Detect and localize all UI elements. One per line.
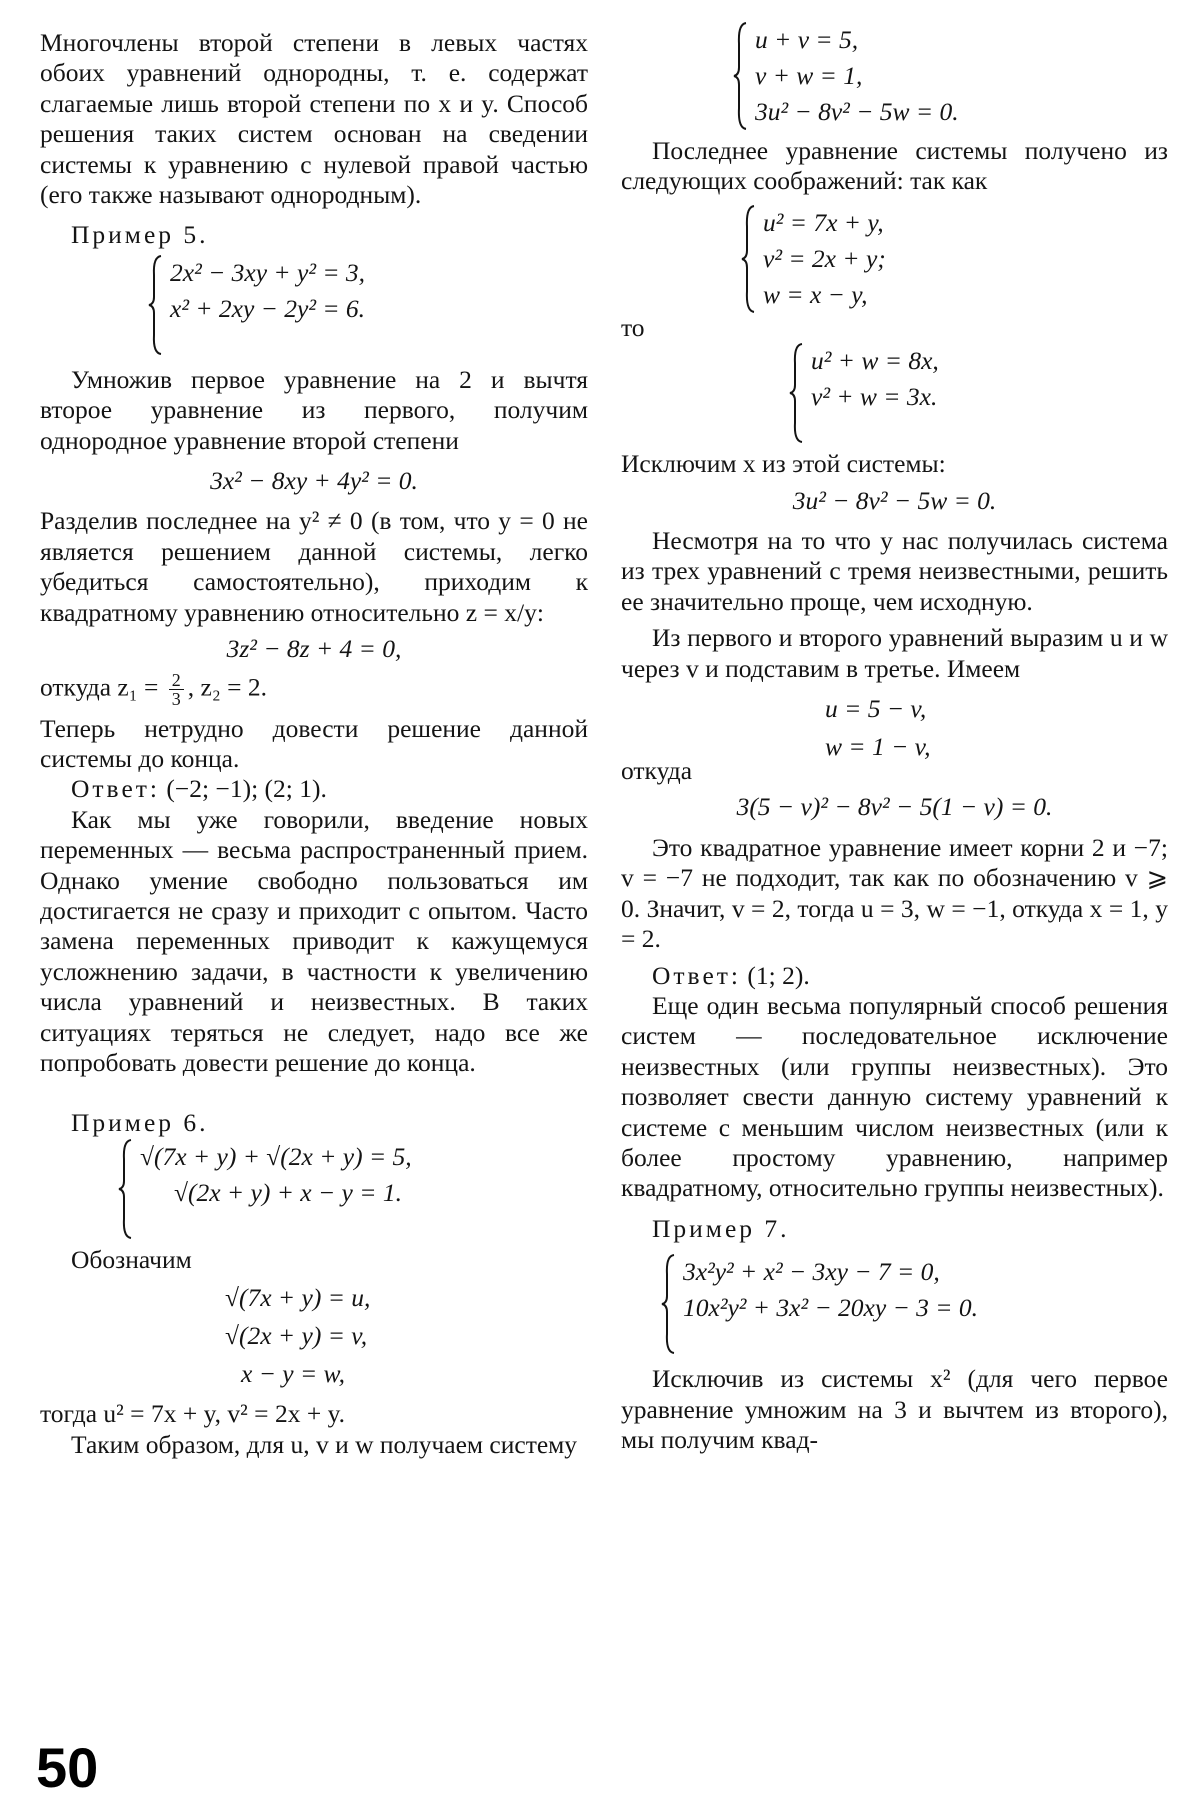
equation: v² + w = 3x. — [811, 382, 938, 412]
brace-icon — [661, 1254, 675, 1354]
equation: √(2x + y) = v, — [225, 1321, 368, 1351]
equation: v + w = 1, — [755, 61, 863, 90]
equation: x² + 2xy − 2y² = 6. — [170, 293, 366, 323]
paragraph: Многочлены второй степени в левых частях обоих уравнений однородны, т. е. содержат слагаемые лишь второй степени по x и y. Способ решения таких систем основан на сведении системы к уравнению с нулевой правой частью (его также называют однородным). — [40, 28, 588, 210]
fraction: $\frac{2}{3}$ — [169, 671, 184, 708]
roots-line: откуда z₁ = $\frac{2}{3}$ , z₂ = 2. — [40, 669, 267, 709]
brace-icon — [118, 1139, 132, 1239]
equation: 3u² − 8v² − 5w = 0. — [792, 485, 997, 515]
paragraph: Разделив последнее на y² ≠ 0 (в том, что y = 0 не является решением данной системы, легко убедиться самостоятельно), приходим к квадратному уравнению относительно z = x/y: — [40, 506, 588, 627]
example-7-system — [661, 1254, 1168, 1354]
left-column — [40, 28, 588, 1460]
substitutions — [225, 1279, 588, 1393]
expressions — [825, 690, 1168, 766]
paragraph: Как мы уже говорили, введение новых переменных — весьма распространенный прием. Однако умение свободно пользоваться им достигается не сразу и приходит с опытом. Часто замена переменных приводит к кажущемуся усложнению задачи, в частности к увеличению числа уравнений и неизвестных. В таких ситуациях теряться не следует, надо все же попробовать довести решение до конца. — [40, 804, 588, 1077]
example-6-system — [118, 1139, 588, 1239]
equation: 10x²y² + 3x² − 20xy − 3 = 0. — [683, 1293, 978, 1323]
paragraph: Исключим x из этой системы: — [621, 449, 946, 479]
equation: 3(5 − v)² − 8v² − 5(1 − v) = 0. — [736, 792, 1053, 822]
brace-icon — [789, 343, 803, 443]
uvw-system — [733, 22, 1168, 130]
answer-2: Ответ: (1; 2). — [652, 960, 810, 990]
example-6-heading: Пример 6. — [71, 1108, 209, 1138]
equation: 3u² − 8v² − 5w = 0. — [755, 97, 959, 126]
paragraph: Еще один весьма популярный способ решения систем — последовательное исключение неизвестных (или группы неизвестных). Это позволяет свести данную систему уравнений к системе с меньшим числом неизвестных (или к более простому уравнению, например квадратному, относительно группы неизвестных). — [621, 990, 1168, 1203]
paragraph: откуда — [621, 756, 693, 786]
equation: √(7x + y) = u, — [225, 1283, 371, 1313]
paragraph: Теперь нетрудно довести решение данной системы до конца. — [40, 713, 588, 773]
sum-system — [789, 343, 1168, 443]
paragraph: Несмотря на то что у нас получилась система из трех уравнений с тремя неизвестными, решить ее значительно проще, чем исходную. — [621, 526, 1168, 616]
equation: 2x² − 3xy + y² = 3, — [170, 257, 366, 287]
paragraph: Из первого и второго уравнений выразим u и w через v и подставим в третье. Имеем — [621, 623, 1168, 683]
paragraph: то — [621, 312, 645, 342]
example-7-heading: Пример 7. — [652, 1213, 790, 1243]
paragraph: Последнее уравнение системы получено из следующих соображений: так как — [621, 136, 1168, 196]
paragraph: тогда u² = 7x + y, v² = 2x + y. — [40, 1399, 346, 1429]
squares-system — [741, 205, 1168, 313]
equation: u² = 7x + y, — [763, 207, 884, 237]
answer-1: Ответ: (−2; −1); (2; 1). — [71, 774, 327, 804]
paragraph: Обозначим — [71, 1244, 192, 1274]
paragraph: Это квадратное уравнение имеет корни 2 и −7; v = −7 не подходит, так как по обозначению v ⩾ 0. Значит, v = 2, тогда u = 3, w = −1, откуда x = 1, y = 2. — [621, 832, 1168, 954]
equation: √(2x + y) + x − y = 1. — [174, 1177, 402, 1207]
equation: u² + w = 8x, — [811, 346, 939, 376]
brace-icon — [741, 205, 755, 313]
right-column — [621, 25, 1168, 1455]
equation: v² = 2x + y; — [763, 243, 886, 273]
paragraph: Умножив первое уравнение на 2 и вычтя второе уравнение из первого, получим однородное уравнение второй степени — [40, 364, 588, 455]
equation: 3x²y² + x² − 3xy − 7 = 0, — [683, 1257, 940, 1287]
paragraph: Исключив из системы x² (для чего первое уравнение умножим на 3 и вычтем из второго), мы получим квад- — [621, 1364, 1168, 1454]
equation: x − y = w, — [241, 1359, 346, 1389]
example-5-heading: Пример 5. — [71, 220, 209, 250]
equation: √(7x + y) + √(2x + y) = 5, — [140, 1141, 412, 1171]
equation: 3z² − 8z + 4 = 0, — [226, 634, 402, 664]
equation: w = x − y, — [763, 279, 868, 309]
equation: 3x² − 8xy + 4y² = 0. — [210, 466, 418, 496]
equation: u + v = 5, — [755, 25, 859, 54]
brace-icon — [733, 22, 747, 130]
example-5-system — [148, 255, 588, 355]
brace-icon — [148, 255, 162, 355]
page-number: 50 — [36, 1736, 99, 1799]
equation: w = 1 − v, — [825, 732, 931, 762]
paragraph: Таким образом, для u, v и w получаем систему — [71, 1429, 578, 1459]
equation: u = 5 − v, — [825, 694, 927, 724]
